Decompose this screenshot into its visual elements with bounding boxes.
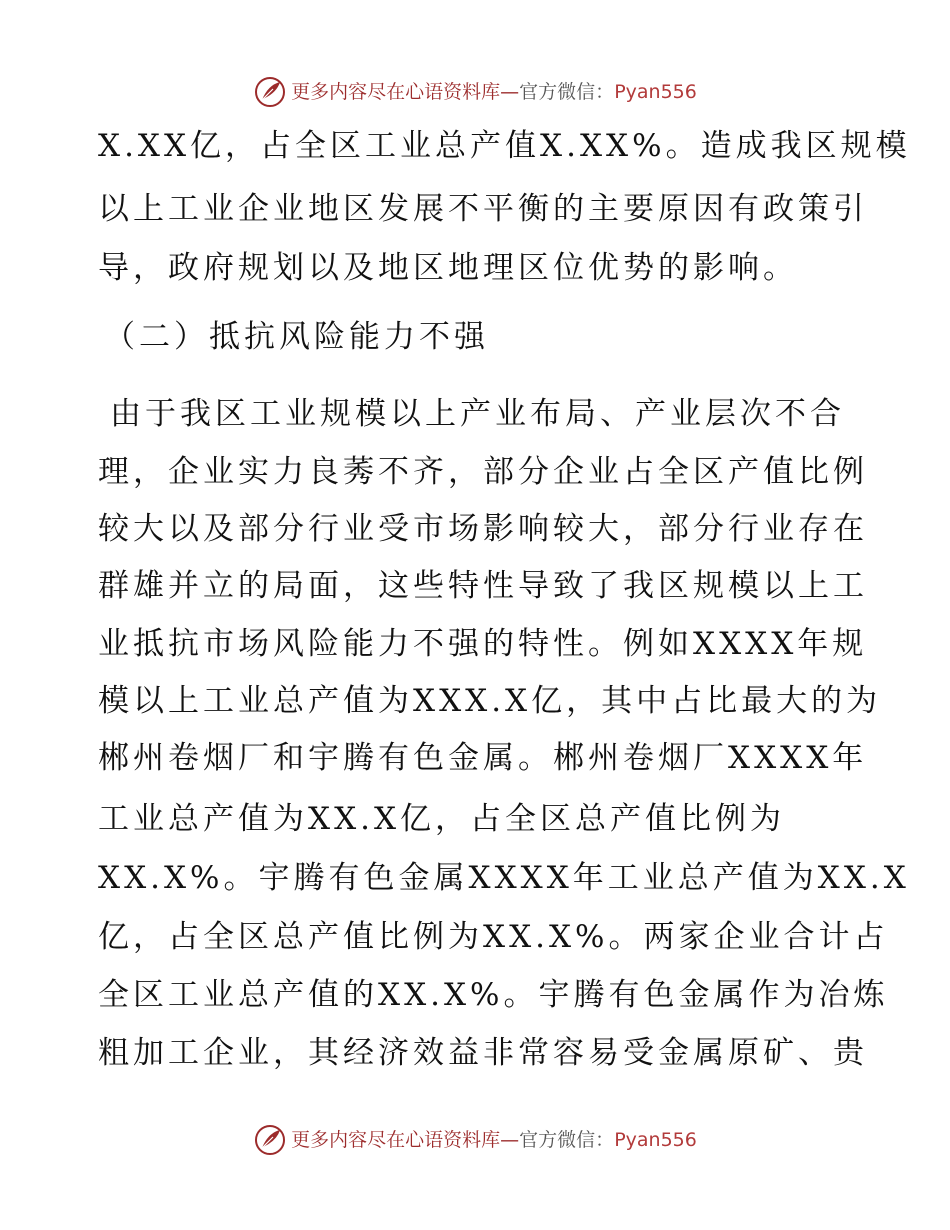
- paragraph-line: 全区工业总产值的XX.X%。宇腾有色金属作为冶炼: [98, 977, 889, 1013]
- paragraph-line: 粗加工企业，其经济效益非常容易受金属原矿、贵: [98, 1035, 868, 1071]
- paragraph-line: 工业总产值为XX.X亿，占全区总产值比例为: [98, 801, 786, 837]
- paragraph-line: 较大以及部分行业受市场影响较大，部分行业存在: [98, 511, 868, 547]
- watermark-library-text: 更多内容尽在心语资料库: [291, 1129, 501, 1151]
- paragraph-line: 群雄并立的局面，这些特性导致了我区规模以上工: [98, 568, 868, 604]
- watermark-dash: —: [500, 1129, 520, 1151]
- paragraph-line: 导，政府规划以及地区地理区位优势的影响。: [98, 250, 798, 286]
- feather-pen-logo-icon: [253, 1123, 287, 1157]
- paragraph-line: 郴州卷烟厂和宇腾有色金属。郴州卷烟厂XXXX年: [98, 740, 868, 776]
- paragraph-line: 由于我区工业规模以上产业布局、产业层次不合: [110, 396, 845, 432]
- watermark-account: Pyan556: [614, 81, 697, 103]
- watermark-library-text: 更多内容尽在心语资料库: [291, 81, 501, 103]
- watermark-dash: —: [500, 81, 520, 103]
- paragraph-line: X.XX亿，占全区工业总产值X.XX%。造成我区规模: [98, 128, 911, 164]
- paragraph-line: 亿，占全区总产值比例为XX.X%。两家企业合计占: [98, 919, 889, 955]
- paragraph-line: 以上工业企业地区发展不平衡的主要原因有政策引: [98, 191, 868, 227]
- section-heading: （二）抵抗风险能力不强: [104, 319, 489, 355]
- watermark-account: Pyan556: [614, 1129, 697, 1151]
- paragraph-line: XX.X%。宇腾有色金属XXXX年工业总产值为XX.X: [98, 860, 910, 896]
- watermark-wechat-label: 官方微信：: [519, 81, 615, 103]
- paragraph-line: 业抵抗市场风险能力不强的特性。例如XXXX年规: [98, 626, 868, 662]
- footer-watermark: [0, 1120, 950, 1160]
- watermark-wechat-label: 官方微信：: [519, 1129, 615, 1151]
- paragraph-line: 模以上工业总产值为XXX.X亿，其中占比最大的为: [98, 683, 882, 719]
- paragraph-line: 理，企业实力良莠不齐，部分企业占全区产值比例: [98, 454, 868, 490]
